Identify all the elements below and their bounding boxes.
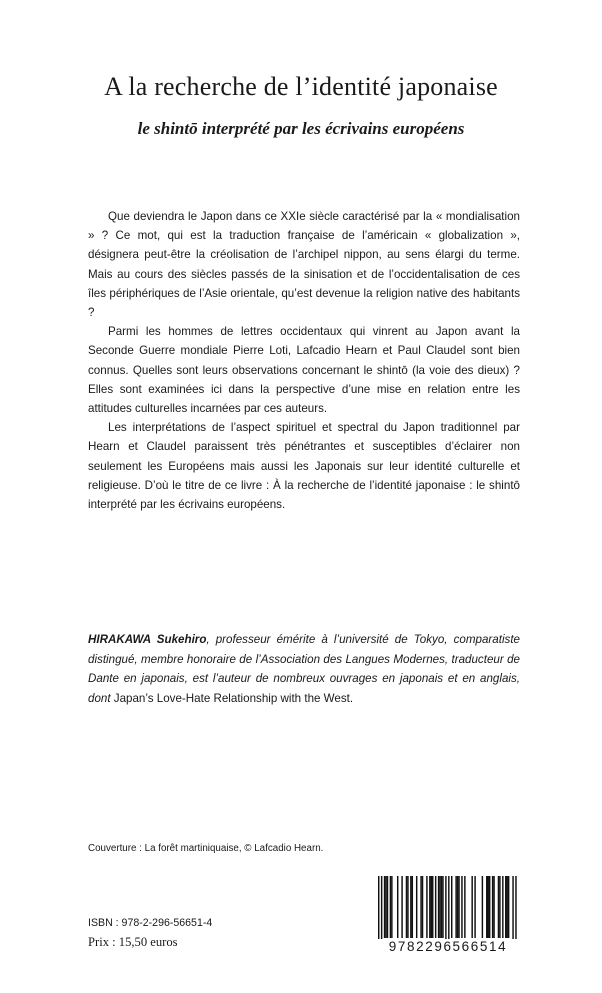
barcode-bar — [390, 876, 391, 938]
barcode-bar — [458, 876, 459, 938]
barcode-bar — [505, 876, 506, 938]
barcode-bars — [374, 876, 522, 942]
author-name: HIRAKAWA Sukehiro — [88, 633, 207, 646]
barcode-bar — [401, 876, 402, 938]
barcode-bar — [445, 876, 446, 942]
price: Prix : 15,50 euros — [88, 935, 178, 949]
barcode-bar — [422, 876, 423, 938]
barcode-bar — [457, 876, 458, 938]
barcode-bar — [489, 876, 490, 938]
barcode-bar — [410, 876, 411, 938]
book-subtitle: le shintō interprété par les écrivains européens — [137, 119, 465, 138]
author-bio — [88, 630, 520, 708]
barcode-bar — [407, 876, 408, 938]
barcode-bar — [420, 876, 421, 938]
barcode-bar — [442, 876, 443, 938]
barcode-bar — [512, 876, 513, 942]
barcode-bar — [438, 876, 439, 938]
summary-paragraph-1: Que deviendra le Japon dans ce XXIe siècle caractérisé par la « mondialisation » ? Ce mot, qui est la traduction française de l’américain « globalization », désignera peut-être la créolisation de l’archipel nippon, au sens élargi du terme. Mais au cours des siècles passés de la sinisation et de l’occidentalisation de ces îles périphériques de l’Asie orientale, qu’est devenue la religion native des habitants ? — [88, 210, 520, 320]
barcode-bar — [474, 876, 475, 938]
author-bio-text: , professeur émérite à l’université de Tokyo, comparatiste distingué, membre honoraire de l’Association des Langues Modernes, traducteur de Dante en japonais, est l’auteur de nombreux ouvrages en japonais et en anglais, dont — [88, 633, 520, 705]
barcode-bar — [431, 876, 432, 938]
barcode-bar — [488, 876, 489, 938]
barcode-bar — [378, 876, 379, 942]
barcode-bar — [508, 876, 509, 938]
barcode-number: 9782296566514 — [374, 939, 522, 955]
barcode-bar — [461, 876, 462, 938]
barcode-bar — [435, 876, 436, 938]
barcode-bar — [455, 876, 456, 938]
barcode-bar — [381, 876, 382, 942]
back-cover-summary — [88, 207, 520, 514]
barcode-bar — [471, 876, 472, 938]
barcode-bar — [397, 876, 398, 938]
barcode-bar — [416, 876, 417, 938]
barcode-bar — [406, 876, 407, 938]
barcode-bar — [515, 876, 516, 942]
barcode-bar — [499, 876, 500, 938]
barcode-bar — [506, 876, 507, 938]
barcode-bar — [482, 876, 483, 938]
barcode-bar — [384, 876, 385, 938]
book-title: A la recherche de l’identité japonaise — [104, 72, 498, 101]
cover-credit: Couverture : La forêt martiniquaise, © Lafcadio Hearn. — [88, 843, 324, 854]
barcode-bar — [439, 876, 440, 938]
barcode-bar — [451, 876, 452, 938]
barcode-bar — [387, 876, 388, 938]
isbn: ISBN : 978-2-296-56651-4 — [88, 917, 213, 929]
author-book-title: Japan’s Love-Hate Relationship with the West. — [113, 691, 354, 705]
barcode-bar — [412, 876, 413, 938]
barcode-bar — [498, 876, 499, 938]
barcode-bar — [385, 876, 386, 938]
barcode-bar — [391, 876, 392, 938]
barcode-bar — [432, 876, 433, 938]
barcode-bar — [493, 876, 494, 938]
barcode-bar — [464, 876, 465, 938]
barcode-bar — [492, 876, 493, 938]
summary-paragraph-2: Parmi les hommes de lettres occidentaux qui vinrent au Japon avant la Seconde Guerre mondiale Pierre Loti, Lafcadio Hearn et Paul Claudel sont bien connus. Quelles sont leurs observations concernant le shintō (la voie des dieux) ? Elles sont examinées ici dans la perspective d’une mise en relation entre les attitudes culturelles incarnées par ces auteurs. — [88, 325, 520, 416]
barcode-bar — [426, 876, 427, 938]
barcode-bar — [441, 876, 442, 938]
barcode-bar — [502, 876, 503, 938]
barcode — [374, 876, 522, 958]
summary-paragraph-3: Les interprétations de l’aspect spirituel et spectral du Japon traditionnel par Hearn et Claudel paraissent très pénétrantes et susceptibles d’éclairer non seulement les Européens mais aussi les Japonais sur leur identité culturelle et religieuse. D’où le titre de ce livre : À la recherche de l’identité japonaise : le shintō interprété par les écrivains européens. — [88, 421, 520, 512]
barcode-bar — [448, 876, 449, 942]
barcode-bar — [486, 876, 487, 938]
barcode-bar — [429, 876, 430, 938]
